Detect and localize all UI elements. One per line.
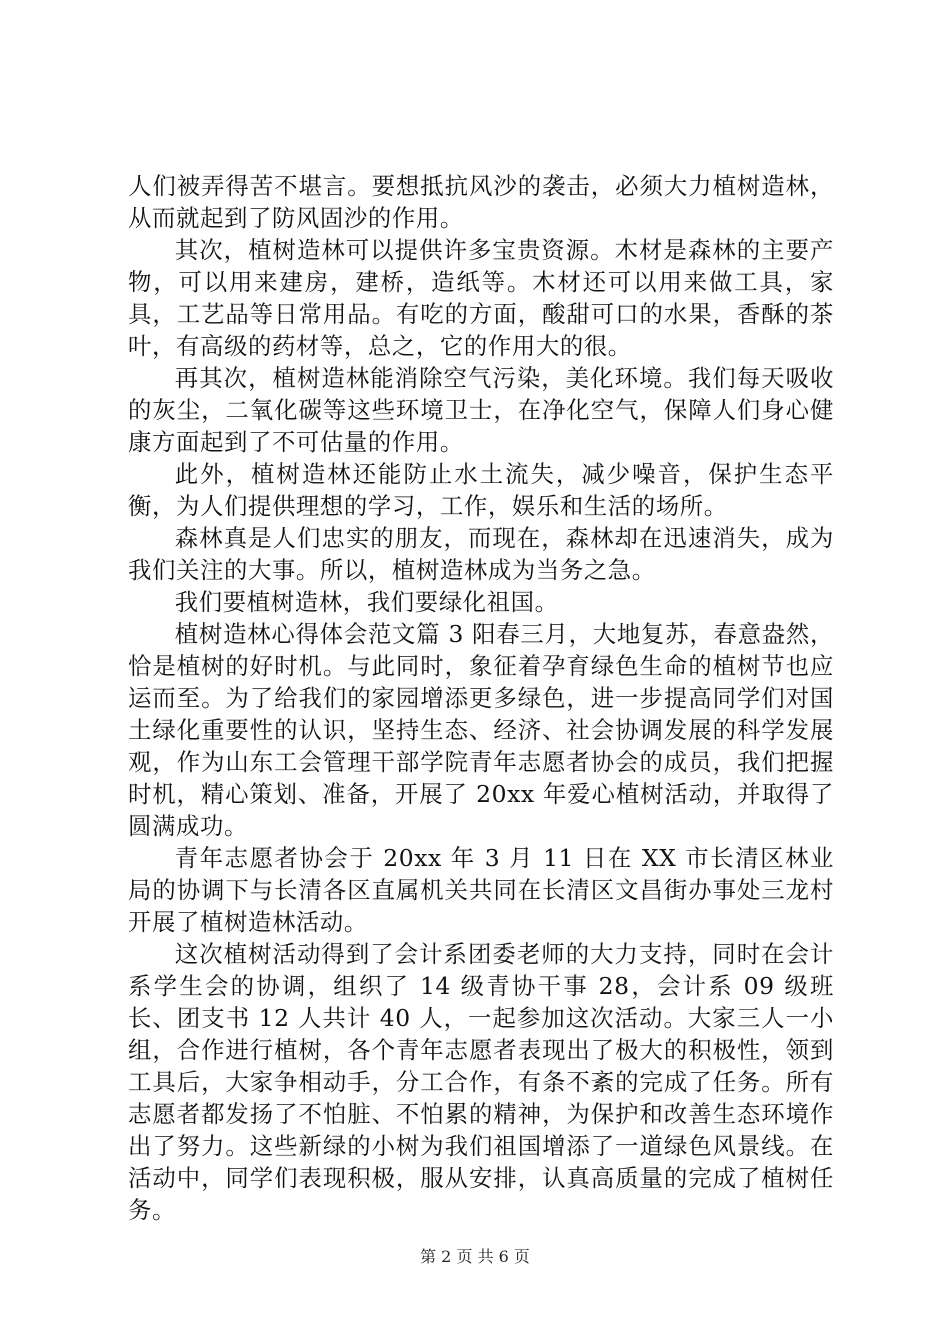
paragraph: 植树造林心得体会范文篇 3 阳春三月，大地复苏，春意盎然，恰是植树的好时机。与此同时，象征着孕育绿色生命的植树节也应运而至。为了给我们的家园增添更多绿色，进一步提高同学们对国土绿化重要性的认识，坚持生态、经济、社会协调发展的科学发展观，作为山东工会管理干部学院青年志愿者协会的成员，我们把握时机，精心策划、准备，开展了 20xx 年爱心植树活动，并取得了圆满成功。 (128, 620, 834, 840)
paragraph: 我们要植树造林，我们要绿化祖国。 (174, 588, 559, 616)
paragraph: 青年志愿者协会于 20xx 年 3 月 11 日在 XX 市长清区林业局的协调下与长清各区直属机关共同在长清区文昌街办事处三龙村开展了植树造林活动。 (128, 844, 834, 936)
paragraph: 森林真是人们忠实的朋友，而现在，森林却在迅速消失，成为我们关注的大事。所以，植树造林成为当务之急。 (128, 524, 834, 584)
document-body (128, 170, 834, 1226)
paragraph: 其次，植树造林可以提供许多宝贵资源。木材是森林的主要产物，可以用来建房，建桥，造纸等。木材还可以用来做工具，家具，工艺品等日常用品。有吃的方面，酸甜可口的水果，香酥的茶叶，有高级的药材等，总之，它的作用大的很。 (128, 236, 834, 360)
paragraph: 人们被弄得苦不堪言。要想抵抗风沙的袭击，必须大力植树造林，从而就起到了防风固沙的作用。 (128, 172, 834, 232)
paragraph: 这次植树活动得到了会计系团委老师的大力支持，同时在会计系学生会的协调，组织了 14 级青协干事 28，会计系 09 级班长、团支书 12 人共计 40 人，一起参加这次活动。大家三人一小组，合作进行植树，各个青年志愿者表现出了极大的积极性，领到工具后，大家争相动手，分工合作，有条不紊的完成了任务。所有志愿者都发扬了不怕脏、不怕累的精神，为保护和改善生态环境作出了努力。这些新绿的小树为我们祖国增添了一道绿色风景线。在活动中，同学们表现积极，服从安排，认真高质量的完成了植树任务。 (128, 940, 834, 1224)
paragraph: 此外，植树造林还能防止水土流失，减少噪音，保护生态平衡，为人们提供理想的学习，工作，娱乐和生活的场所。 (128, 460, 834, 520)
page-number-footer: 第 2 页 共 6 页 (420, 1247, 530, 1266)
paragraph: 再其次，植树造林能消除空气污染，美化环境。我们每天吸收的灰尘，二氧化碳等这些环境卫士，在净化空气，保障人们身心健康方面起到了不可估量的作用。 (128, 364, 834, 456)
